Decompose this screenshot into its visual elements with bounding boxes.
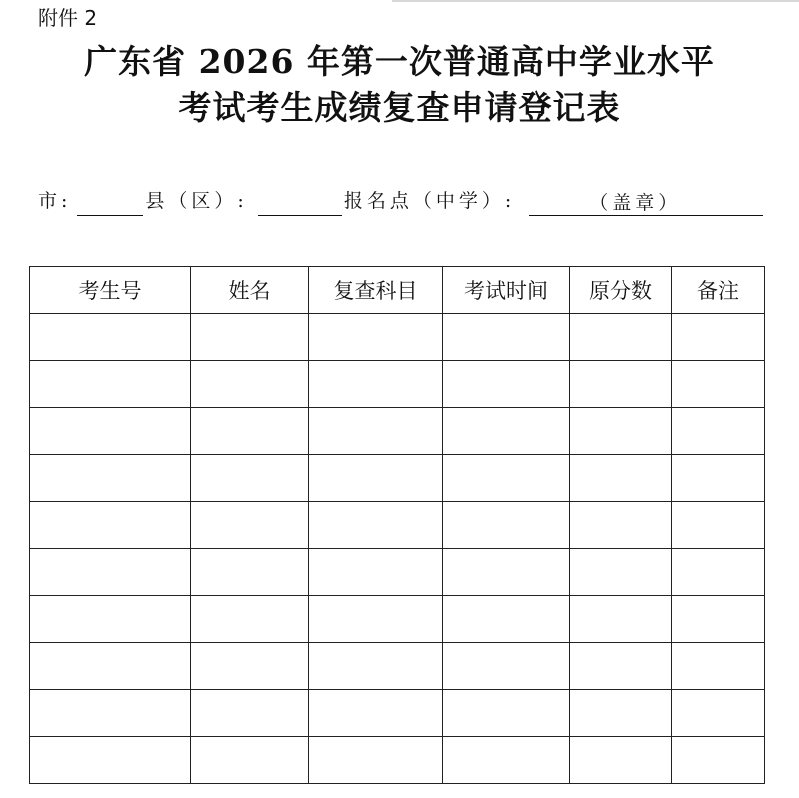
table-cell[interactable] — [30, 549, 191, 596]
table-cell[interactable] — [30, 643, 191, 690]
table-cell[interactable] — [570, 455, 672, 502]
column-header-original-score: 原分数 — [570, 267, 672, 314]
table-row — [30, 314, 765, 361]
table-cell[interactable] — [309, 314, 443, 361]
table-cell[interactable] — [30, 361, 191, 408]
table-cell[interactable] — [570, 408, 672, 455]
column-header-name: 姓名 — [191, 267, 309, 314]
table-header-row — [30, 267, 765, 314]
table-row — [30, 549, 765, 596]
table-cell[interactable] — [309, 690, 443, 737]
table-cell[interactable] — [443, 502, 570, 549]
table-cell[interactable] — [570, 596, 672, 643]
document-title-line-1: 广东省 2026 年第一次普通高中学业水平 — [84, 42, 715, 81]
school-blank[interactable] — [529, 191, 589, 216]
table-cell[interactable] — [443, 690, 570, 737]
table-cell[interactable] — [570, 314, 672, 361]
form-header-line — [38, 186, 763, 216]
registration-table — [29, 266, 765, 784]
school-label: 报名点（中学）: — [343, 190, 516, 212]
city-blank[interactable] — [77, 191, 143, 216]
table-cell[interactable] — [191, 549, 309, 596]
table-cell[interactable] — [191, 502, 309, 549]
table-row — [30, 502, 765, 549]
table-cell[interactable] — [443, 408, 570, 455]
table-cell[interactable] — [30, 737, 191, 784]
table-cell[interactable] — [570, 690, 672, 737]
table-row — [30, 690, 765, 737]
table-row — [30, 408, 765, 455]
table-row — [30, 455, 765, 502]
table-cell[interactable] — [30, 502, 191, 549]
table-cell[interactable] — [570, 502, 672, 549]
table-cell[interactable] — [672, 596, 765, 643]
table-cell[interactable] — [672, 361, 765, 408]
table-cell[interactable] — [570, 737, 672, 784]
page-top-edge — [392, 0, 799, 2]
table-cell[interactable] — [443, 314, 570, 361]
table-cell[interactable] — [443, 455, 570, 502]
table-row — [30, 737, 765, 784]
table-cell[interactable] — [309, 643, 443, 690]
document-title-line-2: 考试考生成绩复查申请登记表 — [178, 88, 621, 127]
table-cell[interactable] — [30, 408, 191, 455]
table-cell[interactable] — [30, 690, 191, 737]
table-cell[interactable] — [672, 408, 765, 455]
table-cell[interactable] — [191, 737, 309, 784]
table-row — [30, 643, 765, 690]
column-header-exam-number: 考生号 — [30, 267, 191, 314]
table-cell[interactable] — [191, 690, 309, 737]
seal-label: （盖章） — [589, 192, 682, 214]
table-cell[interactable] — [443, 549, 570, 596]
attachment-label: 附件 2 — [38, 6, 98, 30]
table-cell[interactable] — [672, 314, 765, 361]
seal-blank[interactable] — [681, 191, 763, 216]
table-cell[interactable] — [443, 737, 570, 784]
table-row — [30, 361, 765, 408]
table-cell[interactable] — [672, 690, 765, 737]
table-cell[interactable] — [309, 596, 443, 643]
table-row — [30, 596, 765, 643]
table-cell[interactable] — [191, 408, 309, 455]
city-label: 市: — [38, 190, 72, 212]
table-cell[interactable] — [672, 643, 765, 690]
table-cell[interactable] — [309, 737, 443, 784]
table-cell[interactable] — [191, 596, 309, 643]
table-body — [30, 314, 765, 784]
table-cell[interactable] — [30, 455, 191, 502]
table-cell[interactable] — [443, 596, 570, 643]
table-cell[interactable] — [309, 502, 443, 549]
table-cell[interactable] — [30, 596, 191, 643]
table-cell[interactable] — [309, 361, 443, 408]
table-cell[interactable] — [443, 643, 570, 690]
column-header-exam-time: 考试时间 — [443, 267, 570, 314]
table-cell[interactable] — [672, 549, 765, 596]
table-cell[interactable] — [672, 737, 765, 784]
table-cell[interactable] — [672, 455, 765, 502]
table-cell[interactable] — [570, 549, 672, 596]
table-cell[interactable] — [570, 361, 672, 408]
table-cell[interactable] — [443, 361, 570, 408]
table-cell[interactable] — [191, 314, 309, 361]
column-header-review-subject: 复查科目 — [309, 267, 443, 314]
table-cell[interactable] — [309, 408, 443, 455]
table-cell[interactable] — [309, 455, 443, 502]
county-blank[interactable] — [258, 191, 342, 216]
county-label: 县（区）: — [145, 190, 248, 212]
table-cell[interactable] — [672, 502, 765, 549]
table-cell[interactable] — [191, 455, 309, 502]
table-cell[interactable] — [309, 549, 443, 596]
table-cell[interactable] — [191, 643, 309, 690]
table-cell[interactable] — [30, 314, 191, 361]
table-cell[interactable] — [570, 643, 672, 690]
column-header-remarks: 备注 — [672, 267, 765, 314]
table-cell[interactable] — [191, 361, 309, 408]
